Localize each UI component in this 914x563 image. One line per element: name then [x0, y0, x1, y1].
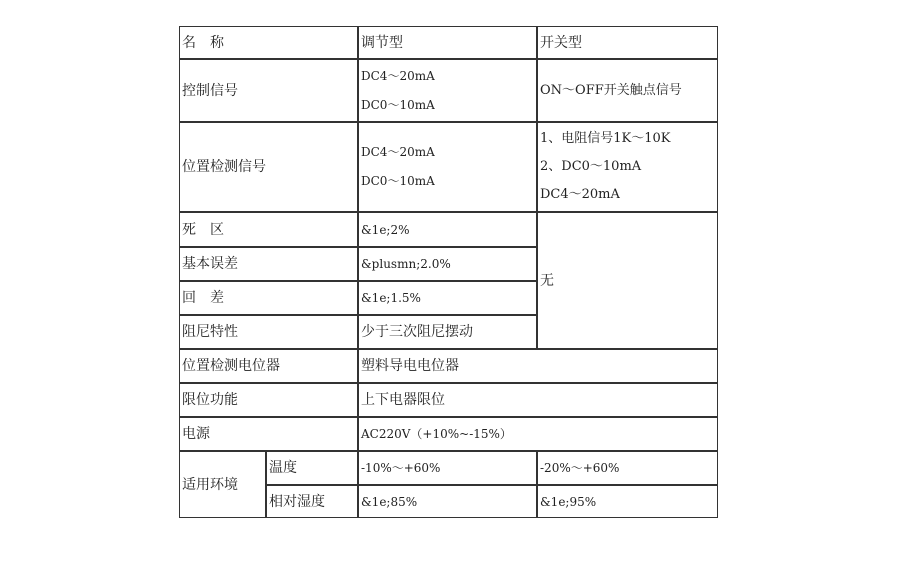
damping-label-text: 阻尼特性 [182, 324, 238, 340]
position-signal-reg-2: DC0～10mA [361, 174, 435, 188]
position-signal-sw-3: DC4～20mA [540, 187, 620, 202]
position-signal-regulating [358, 122, 537, 212]
power-label-text: 电源 [182, 426, 210, 442]
temperature-label [266, 451, 358, 485]
control-signal-reg-1: DC4～20mA [361, 68, 435, 83]
environment-label [179, 451, 266, 518]
control-signal-reg-2: DC0～10mA [361, 97, 435, 112]
header-switching [537, 26, 718, 59]
dead-zone-value-text: &1e;2% [361, 222, 410, 237]
switching-none-text: 无 [540, 272, 554, 289]
temperature-switching [537, 451, 718, 485]
temperature-reg-text: -10%～+60% [361, 461, 441, 475]
header-regulating-text: 调节型 [361, 34, 403, 51]
position-signal-sw-1: 1、电阻信号1K～10K [540, 131, 671, 146]
control-signal-regulating [358, 59, 537, 122]
humidity-label [266, 485, 358, 518]
temperature-sw-text: -20%～+60% [540, 461, 620, 475]
limit-value-text: 上下电器限位 [361, 392, 445, 408]
power-label [179, 417, 358, 451]
humidity-label-text: 相对湿度 [269, 493, 325, 510]
dead-zone-label-text: 死 区 [182, 221, 224, 238]
control-signal-switching [537, 59, 718, 122]
control-signal-label [179, 59, 358, 122]
limit-label [179, 383, 358, 417]
hysteresis-label [179, 281, 358, 315]
environment-label-text: 适用环境 [182, 476, 238, 493]
position-signal-switching [537, 122, 718, 212]
damping-value [358, 315, 537, 349]
basic-error-value [358, 247, 537, 281]
damping-label [179, 315, 358, 349]
header-switching-text: 开关型 [540, 34, 582, 51]
position-signal-sw-2: 2、DC0～10mA [540, 159, 642, 174]
position-signal-reg-1: DC4～20mA [361, 145, 435, 159]
temperature-label-text: 温度 [269, 460, 297, 476]
power-value [358, 417, 718, 451]
hysteresis-value-text: &1e;1.5% [361, 291, 421, 305]
header-regulating [358, 26, 537, 59]
position-signal-label-text: 位置检测信号 [182, 159, 266, 175]
header-name-text: 名 称 [182, 34, 224, 51]
basic-error-label-text: 基本误差 [182, 256, 238, 272]
hysteresis-value [358, 281, 537, 315]
potentiometer-label [179, 349, 358, 383]
potentiometer-label-text: 位置检测电位器 [182, 358, 280, 374]
potentiometer-value [358, 349, 718, 383]
humidity-regulating [358, 485, 537, 518]
damping-value-text: 少于三次阻尼摆动 [361, 324, 473, 340]
position-signal-label [179, 122, 358, 212]
switching-none [537, 212, 718, 349]
basic-error-label [179, 247, 358, 281]
humidity-sw-text: &1e;95% [540, 494, 597, 509]
hysteresis-label-text: 回 差 [182, 290, 224, 306]
temperature-regulating [358, 451, 537, 485]
limit-label-text: 限位功能 [182, 392, 238, 408]
basic-error-value-text: &plusmn;2.0% [361, 257, 451, 271]
control-signal-label-text: 控制信号 [182, 82, 238, 99]
limit-value [358, 383, 718, 417]
humidity-switching [537, 485, 718, 518]
dead-zone-value [358, 212, 537, 247]
potentiometer-value-text: 塑料导电电位器 [361, 358, 459, 374]
header-name [179, 26, 358, 59]
control-signal-sw-text: ON～OFF开关触点信号 [540, 82, 682, 98]
humidity-reg-text: &1e;85% [361, 494, 418, 509]
dead-zone-label [179, 212, 358, 247]
power-value-text: AC220V（+10%~-15%） [361, 427, 512, 441]
